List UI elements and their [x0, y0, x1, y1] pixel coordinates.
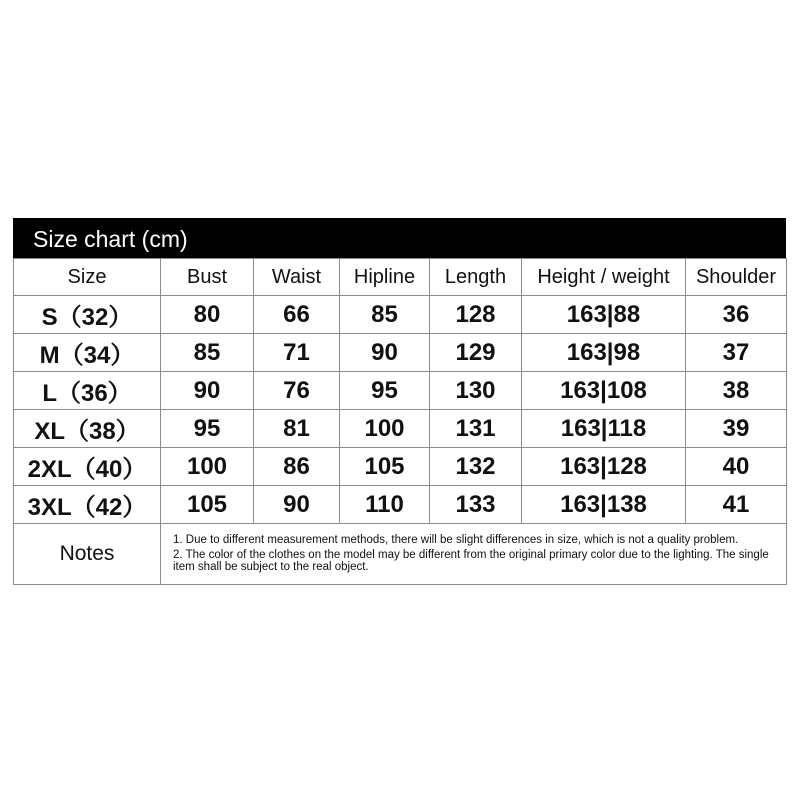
- hipline-cell: 110: [340, 486, 430, 524]
- table-row: [14, 486, 787, 524]
- length-cell: 131: [430, 410, 522, 448]
- column-header-height-weight: Height / weight: [522, 259, 686, 296]
- column-header-shoulder: Shoulder: [686, 259, 787, 296]
- length-cell: 133: [430, 486, 522, 524]
- shoulder-cell: 37: [686, 334, 787, 372]
- bust-cell: 80: [161, 296, 254, 334]
- table-row: [14, 448, 787, 486]
- table-row: [14, 410, 787, 448]
- height-weight-cell: 163|138: [522, 486, 686, 524]
- size-cell: 2XL（40）: [14, 448, 161, 486]
- length-cell: 128: [430, 296, 522, 334]
- column-header-hipline: Hipline: [340, 259, 430, 296]
- size-chart-title: Size chart (cm): [13, 218, 786, 258]
- table-row: [14, 334, 787, 372]
- bust-cell: 100: [161, 448, 254, 486]
- bust-cell: 85: [161, 334, 254, 372]
- waist-cell: 90: [254, 486, 340, 524]
- shoulder-cell: 40: [686, 448, 787, 486]
- column-header-size: Size: [14, 259, 161, 296]
- shoulder-cell: 39: [686, 410, 787, 448]
- size-table: [13, 258, 787, 585]
- bust-cell: 105: [161, 486, 254, 524]
- bust-cell: 95: [161, 410, 254, 448]
- notes-text: [161, 524, 787, 585]
- size-cell: XL（38）: [14, 410, 161, 448]
- waist-cell: 76: [254, 372, 340, 410]
- height-weight-cell: 163|98: [522, 334, 686, 372]
- shoulder-cell: 38: [686, 372, 787, 410]
- shoulder-cell: 36: [686, 296, 787, 334]
- waist-cell: 66: [254, 296, 340, 334]
- hipline-cell: 105: [340, 448, 430, 486]
- column-header-bust: Bust: [161, 259, 254, 296]
- size-chart: [13, 218, 786, 585]
- table-row: [14, 296, 787, 334]
- length-cell: 130: [430, 372, 522, 410]
- height-weight-cell: 163|88: [522, 296, 686, 334]
- shoulder-cell: 41: [686, 486, 787, 524]
- length-cell: 129: [430, 334, 522, 372]
- waist-cell: 86: [254, 448, 340, 486]
- length-cell: 132: [430, 448, 522, 486]
- hipline-cell: 95: [340, 372, 430, 410]
- table-row: [14, 372, 787, 410]
- notes-row: [14, 524, 787, 585]
- size-cell: L（36）: [14, 372, 161, 410]
- hipline-cell: 85: [340, 296, 430, 334]
- size-cell: 3XL（42）: [14, 486, 161, 524]
- note-item: 1. Due to different measurement methods, there will be slight differences in size, which is not a quality problem.: [173, 533, 739, 546]
- column-header-length: Length: [430, 259, 522, 296]
- column-header-waist: Waist: [254, 259, 340, 296]
- header-row: [14, 259, 787, 296]
- hipline-cell: 90: [340, 334, 430, 372]
- notes-label: Notes: [14, 524, 161, 585]
- waist-cell: 81: [254, 410, 340, 448]
- height-weight-cell: 163|108: [522, 372, 686, 410]
- height-weight-cell: 163|118: [522, 410, 686, 448]
- waist-cell: 71: [254, 334, 340, 372]
- size-cell: M（34）: [14, 334, 161, 372]
- bust-cell: 90: [161, 372, 254, 410]
- height-weight-cell: 163|128: [522, 448, 686, 486]
- note-item: 2. The color of the clothes on the model may be different from the original primary color due to the lighting. The single item shall be subject to the real object.: [173, 549, 769, 573]
- hipline-cell: 100: [340, 410, 430, 448]
- size-cell: S（32）: [14, 296, 161, 334]
